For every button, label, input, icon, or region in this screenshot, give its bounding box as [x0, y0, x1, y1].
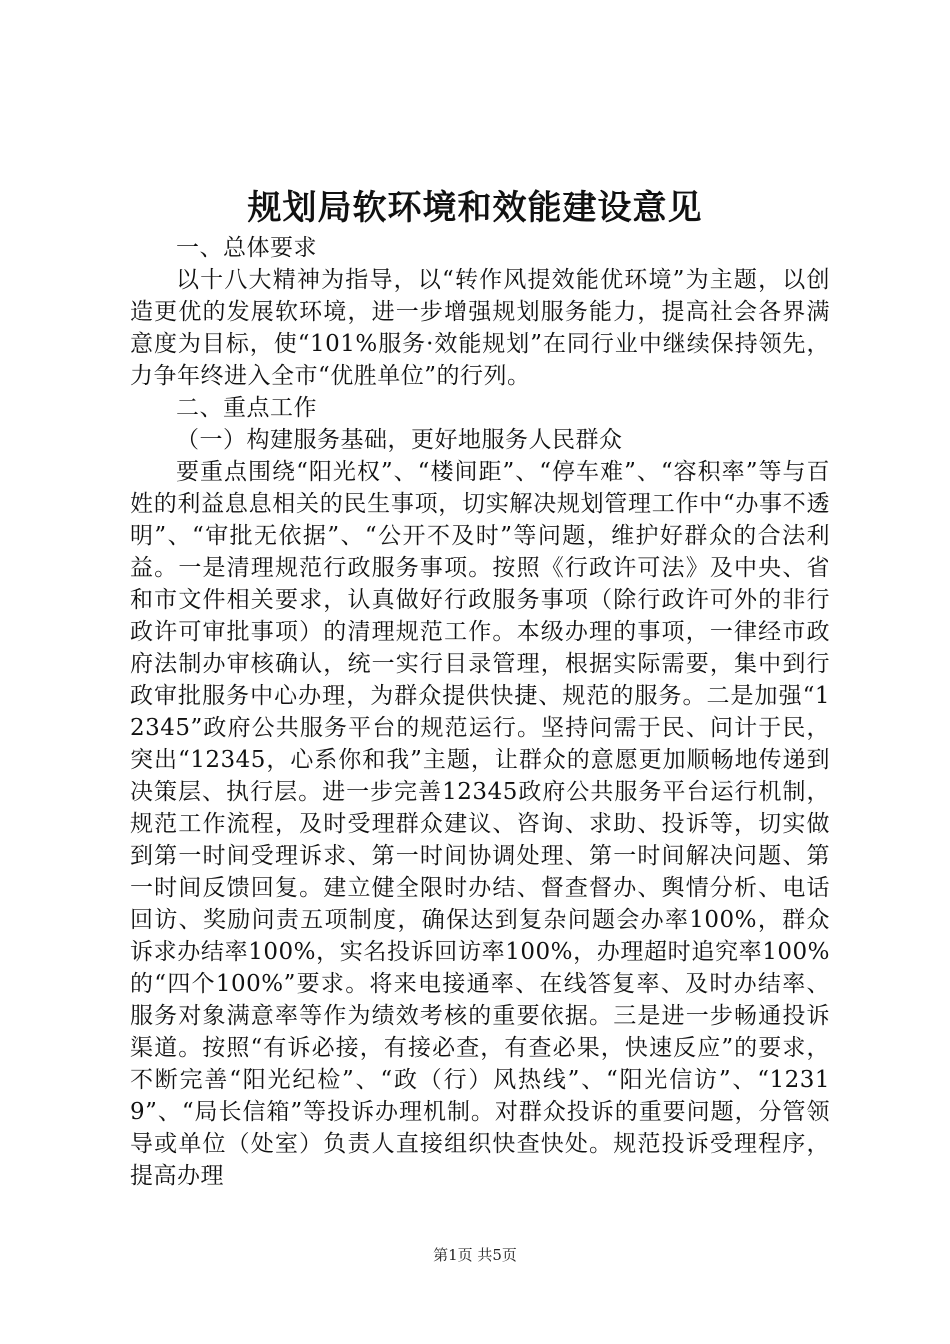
subsection-heading-service-foundation: （一）构建服务基础，更好地服务人民群众: [176, 427, 623, 453]
document-body: [130, 232, 830, 1192]
paragraph-general-requirements: 以十八大精神为指导，以“转作风提效能优环境”为主题，以创造更优的发展软环境，进一步增强规划服务能力，提高社会各界满意度为目标，使“101%服务·效能规划”在同行业中继续保持领先，力争年终进入全市“优胜单位”的行列。: [130, 267, 830, 389]
paragraph-service-foundation: 要重点围绕“阳光权”、“楼间距”、“停车难”、“容积率”等与百姓的利益息息相关的民生事项，切实解决规划管理工作中“办事不透明”、“审批无依据”、“公开不及时”等问题，维护好群众的合法利益。一是清理规范行政服务事项。按照《行政许可法》及中央、省和市文件相关要求，认真做好行政服务事项（除行政许可外的非行政许可审批事项）的清理规范工作。本级办理的事项，一律经市政府法制办审核确认，统一实行目录管理，根据实际需要，集中到行政审批服务中心办理，为群众提供快捷、规范的服务。二是加强“12345”政府公共服务平台的规范运行。坚持问需于民、问计于民，突出“12345，心系你和我”主题，让群众的意愿更加顺畅地传递到决策层、执行层。进一步完善12345政府公共服务平台运行机制，规范工作流程，及时受理群众建议、咨询、求助、投诉等，切实做到第一时间受理诉求、第一时间协调处理、第一时间解决问题、第一时间反馈回复。建立健全限时办结、督查督办、舆情分析、电话回访、奖励问责五项制度，确保达到复杂问题会办率100%，群众诉求办结率100%，实名投诉回访率100%，办理超时追究率100%的“四个100%”要求。将来电接通率、在线答复率、及时办结率、服务对象满意率等作为绩效考核的重要依据。三是进一步畅通投诉渠道。按照“有诉必接，有接必查，有查必果，快速反应”的要求，不断完善“阳光纪检”、“政（行）风热线”、“阳光信访”、“12319”、“局长信箱”等投诉办理机制。对群众投诉的重要问题，分管领导或单位（处室）负责人直接组织快查快处。规范投诉受理程序，提高办理: [130, 459, 830, 1189]
page-footer: 第1页 共5页: [433, 1246, 517, 1264]
section-heading-key-work: 二、重点工作: [176, 395, 317, 421]
document-title: 规划局软环境和效能建设意见: [247, 188, 703, 228]
section-heading-general-requirements: 一、总体要求: [176, 235, 317, 261]
